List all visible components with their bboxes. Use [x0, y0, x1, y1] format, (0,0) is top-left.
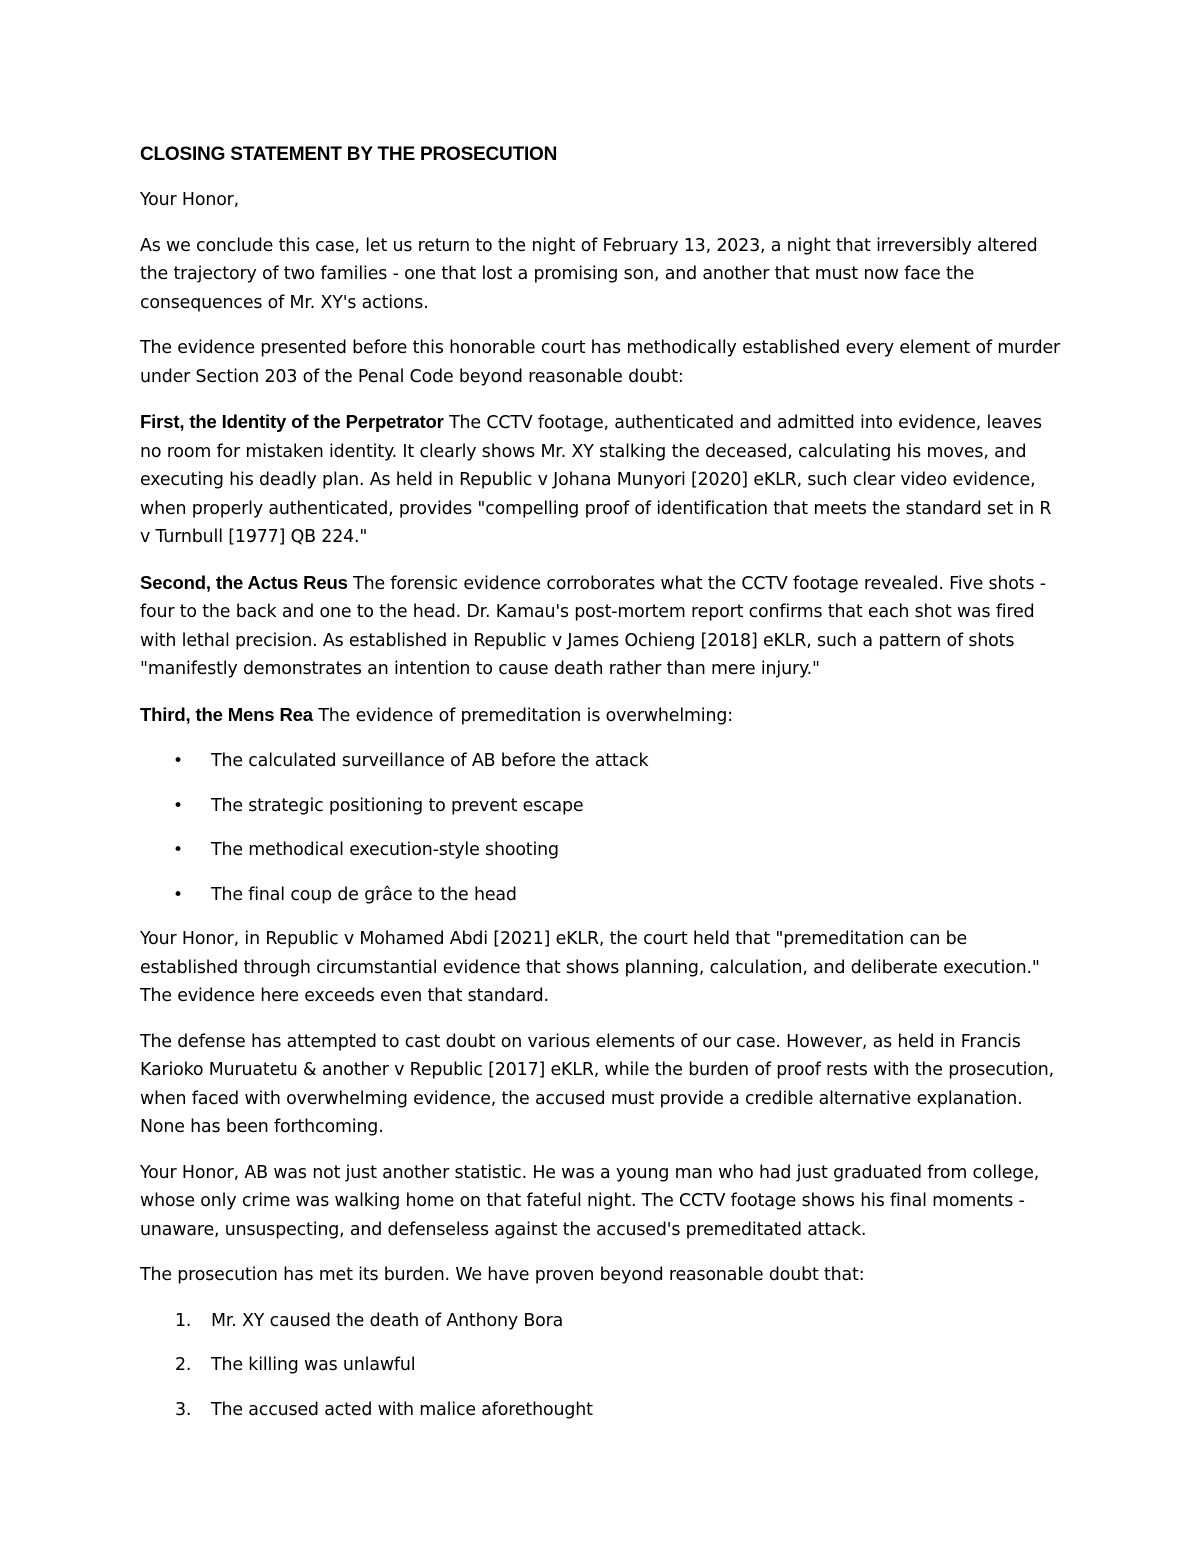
identity-heading: First, the Identity of the Perpetrator [140, 411, 444, 432]
actus-reus-paragraph [140, 569, 1065, 684]
list-number: 1. [175, 1310, 192, 1331]
bullet-icon: • [173, 840, 183, 860]
mens-rea-paragraph [140, 701, 1065, 731]
premeditation-bullet-list [140, 747, 1065, 909]
abdi-paragraph: Your Honor, in Republic v Mohamed Abdi [2021] eKLR, the court held that "premeditation can be established through circumstantial evidence that shows planning, calculation, and deliberate execution." The evidence here exceeds even that standard. [140, 929, 1040, 1006]
identity-body: The CCTV footage, authenticated and admitted into evidence, leaves no room for mistaken identity. It clearly shows Mr. XY stalking the deceased, calculating his moves, and executing his deadly plan. As held in Republic v Johana Munyori [2020] eKLR, such clear video evidence, when properly authenticated, provides "compelling proof of identification that meets the standard set in R v Turnbull [1977] QB 224." [140, 413, 1052, 547]
list-item [140, 792, 1065, 820]
identity-paragraph [140, 408, 1065, 552]
mens-rea-heading: Third, the Mens Rea [140, 703, 313, 725]
bullet-icon: • [173, 795, 183, 816]
list-item-text: The killing was unlawful [211, 1355, 416, 1375]
document-page [140, 141, 1065, 1440]
list-item-text: The calculated surveillance of AB before the attack [211, 751, 649, 771]
evidence-paragraph: The evidence presented before this honorable court has methodically established every element of murder under Section 203 of the Penal Code beyond reasonable doubt: [140, 338, 1061, 387]
list-number: 3. [175, 1399, 192, 1420]
salutation: Your Honor, [140, 190, 240, 210]
bullet-icon: • [173, 884, 183, 905]
list-item-text: The methodical execution-style shooting [211, 840, 559, 860]
intro-paragraph: As we conclude this case, let us return to the night of February 13, 2023, a night that irreversibly altered the trajectory of two families - one that lost a promising son, and another that must now face the consequences of Mr. XY's actions. [140, 235, 1038, 313]
list-item [140, 747, 1065, 775]
findings-numbered-list [140, 1307, 1065, 1424]
victim-paragraph: Your Honor, AB was not just another statistic. He was a young man who had just graduated from college, whose only crime was walking home on that fateful night. The CCTV footage shows his final moments - unaware, unsuspecting, and defenseless against the accused's premeditated attack. [140, 1162, 1040, 1240]
burden-paragraph: The prosecution has met its burden. We have proven beyond reasonable doubt that: [140, 1265, 865, 1285]
list-number: 2. [175, 1355, 192, 1375]
list-item-text: Mr. XY caused the death of Anthony Bora [211, 1310, 564, 1331]
document-title: CLOSING STATEMENT BY THE PROSECUTION [140, 144, 558, 165]
list-item [140, 1396, 1065, 1424]
actus-reus-heading: Second, the Actus Reus [140, 571, 348, 593]
mens-rea-body: The evidence of premeditation is overwhelming: [312, 705, 733, 726]
list-item [140, 881, 1065, 909]
defense-paragraph: The defense has attempted to cast doubt on various elements of our case. However, as held in Francis Karioko Muruatetu & another v Republic [2017] eKLR, while the burden of proof rests with the prosecution, when faced with overwhelming evidence, the accused must provide a credible alternative explanation. None has been forthcoming. [140, 1031, 1055, 1137]
list-item [140, 1307, 1065, 1335]
list-item-text: The accused acted with malice aforethought [211, 1399, 593, 1420]
actus-reus-body: The forensic evidence corroborates what the CCTV footage revealed. Five shots - four to the back and one to the head. Dr. Kamau's post-mortem report confirms that each shot was fired with lethal precision. As established in Republic v James Ochieng [2018] eKLR, such a pattern of shots "manifestly demonstrates an intention to cause death rather than mere injury." [140, 573, 1046, 679]
list-item [140, 836, 1065, 864]
list-item [140, 1351, 1065, 1379]
list-item-text: The strategic positioning to prevent escape [211, 795, 584, 816]
list-item-text: The final coup de grâce to the head [211, 884, 517, 905]
bullet-icon: • [173, 751, 183, 771]
